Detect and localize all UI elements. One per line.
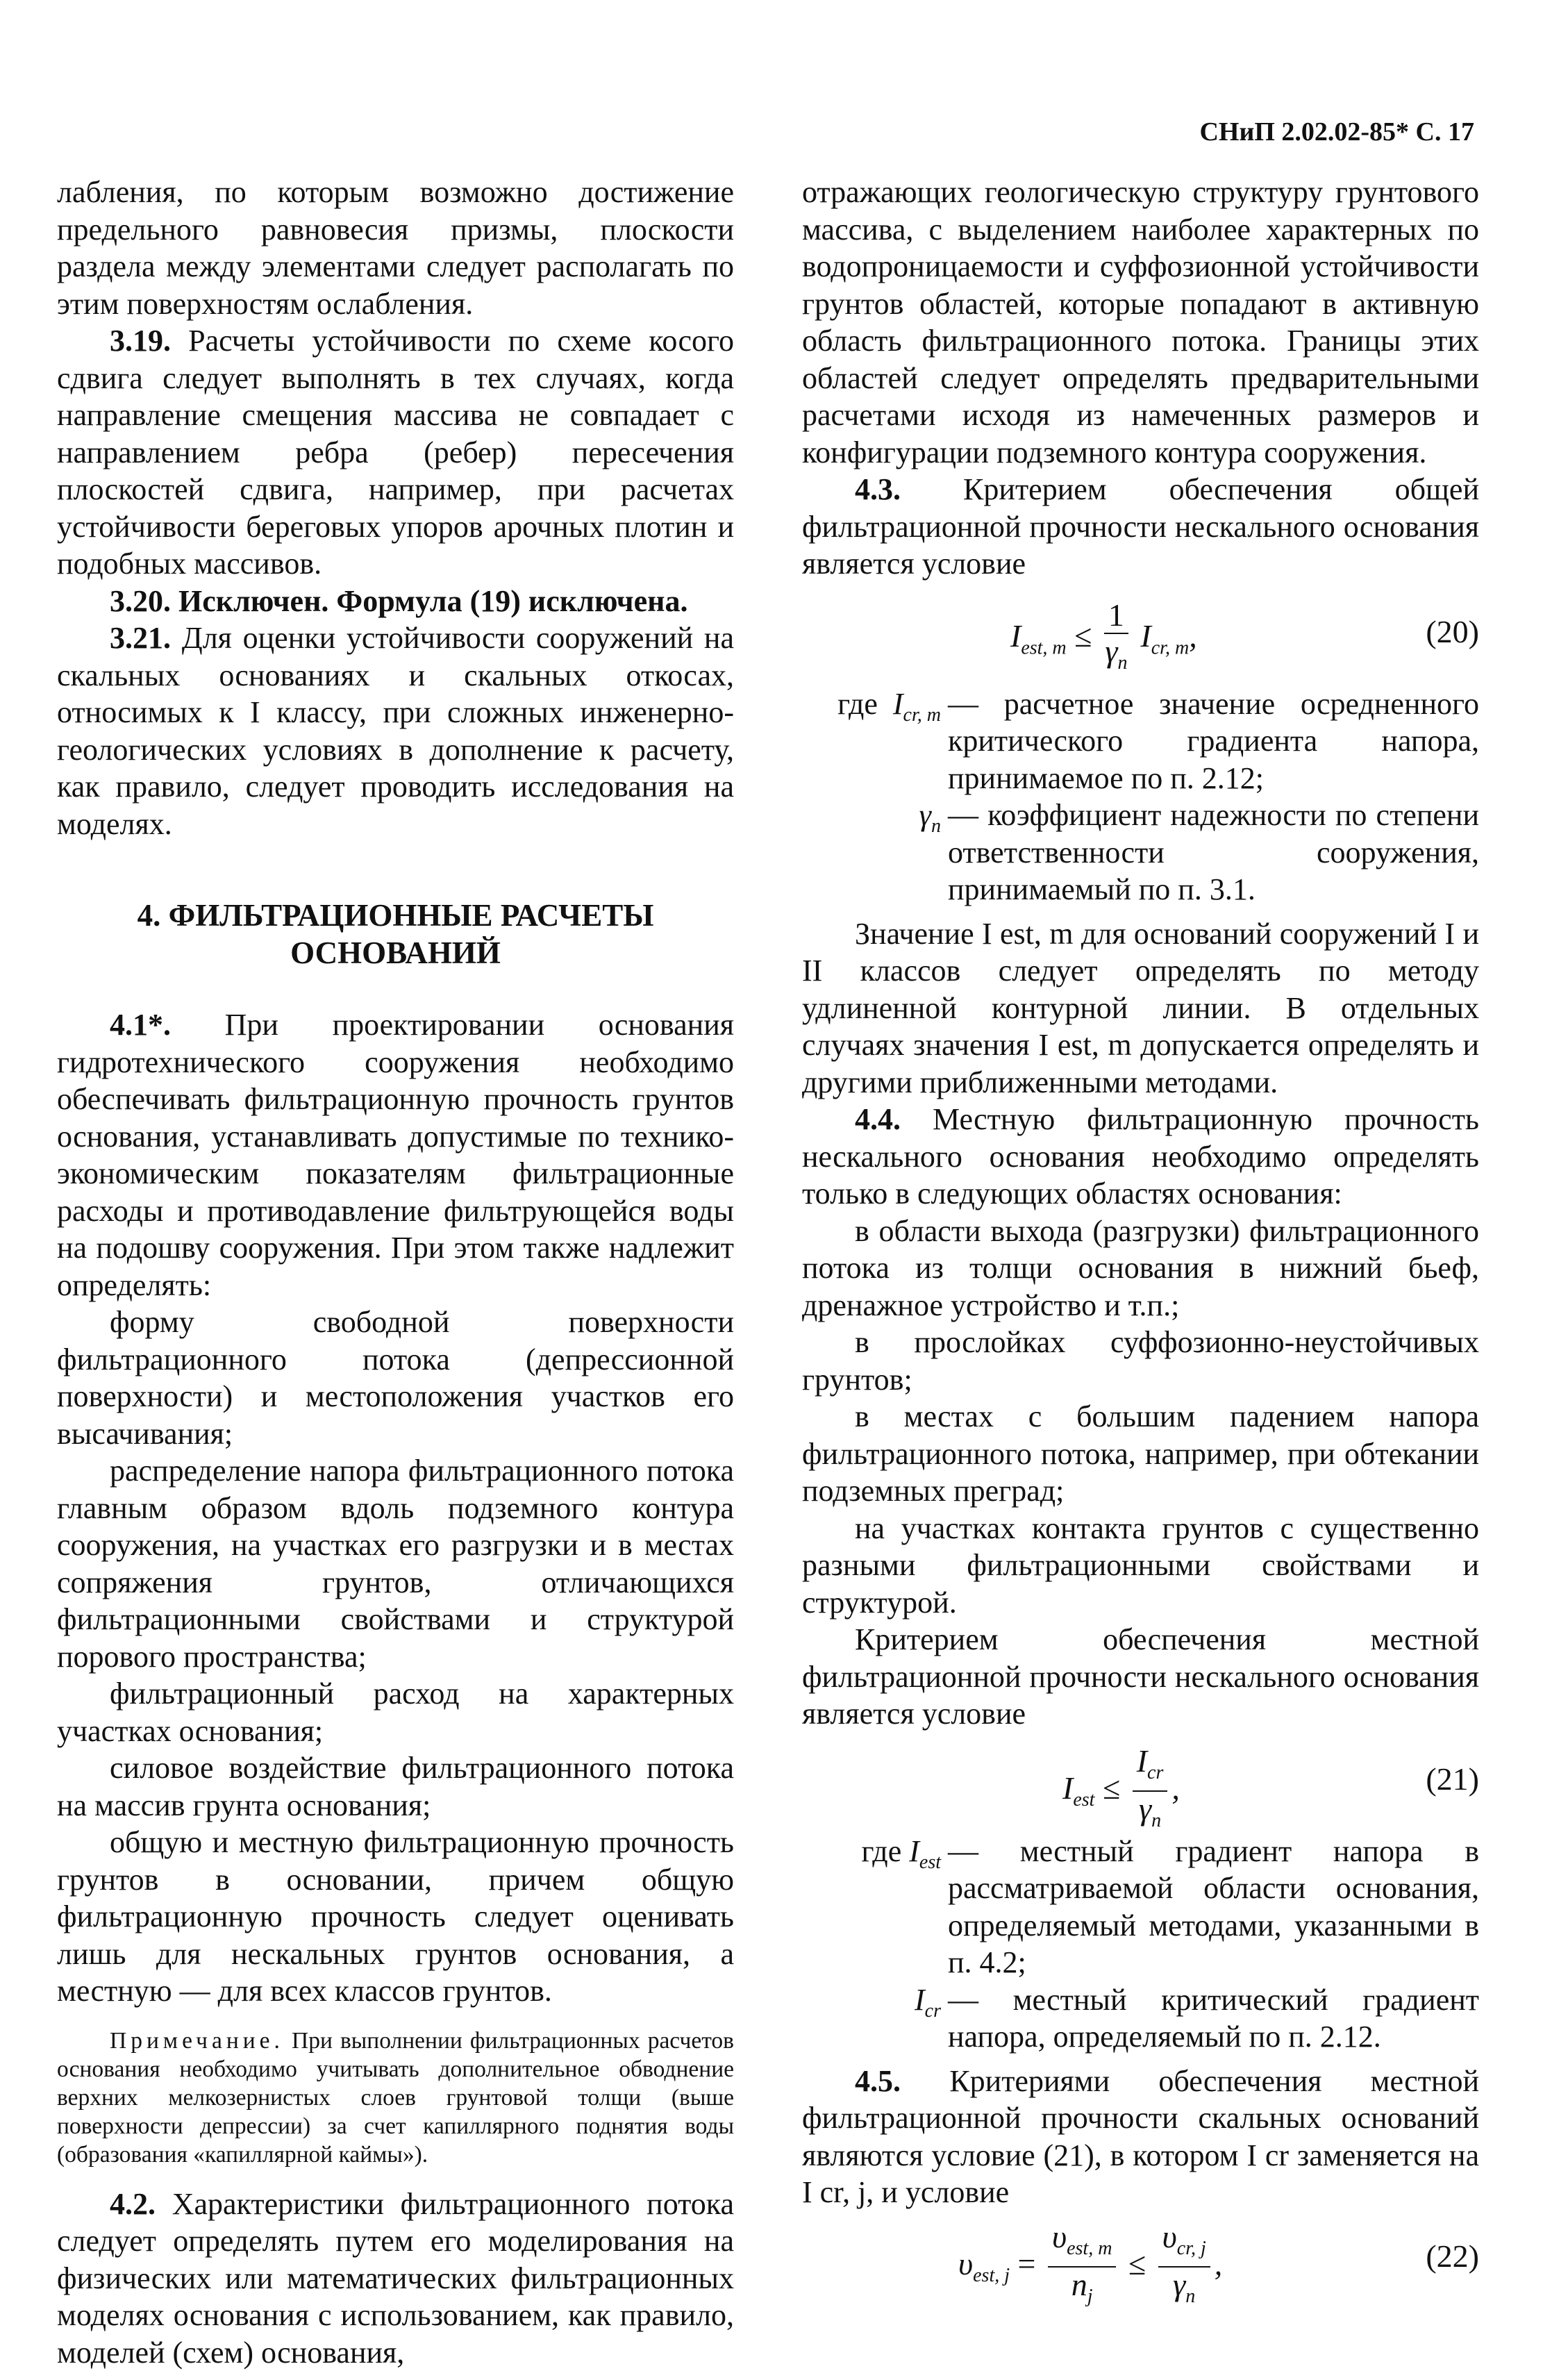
list-item: в области выхода (разгрузки) фильтрационного потока из толщи основания в нижний бьеф, дренажное устройство и т.п.; xyxy=(802,1213,1479,1324)
note-label: Примечание. xyxy=(110,2028,284,2054)
subscript: est xyxy=(919,1851,941,1872)
numerator: υ xyxy=(1162,2219,1177,2254)
formula-expression xyxy=(1062,1744,1180,1838)
subscript: n xyxy=(1117,652,1127,674)
symbol: υ xyxy=(958,2245,973,2281)
punct: , xyxy=(1215,2245,1223,2281)
numerator: 1 xyxy=(1104,598,1128,634)
paragraph-4-4 xyxy=(802,1101,1479,1213)
denominator: n xyxy=(1071,2267,1087,2302)
paragraph: Критерием обеспечения местной фильтрационной прочности нескального основания является условие xyxy=(802,1621,1479,1733)
note-text: При выполнении фильтрационных расчетов основания необходимо учитывать дополнительное обводнение верхних мелкозернистых слоев грунтовой толщи (выше поверхности депрессии) за счет капиллярного поднятия воды (образования «капиллярной каймы»). xyxy=(57,2028,734,2168)
relation: = xyxy=(1018,2245,1036,2281)
where-symbol xyxy=(802,797,941,908)
clause-number: 4.4. xyxy=(855,1102,901,1136)
clause-number: 3.21. xyxy=(110,621,171,655)
clause-text: Для оценки устойчивости сооружений на скальных основаниях и скальных откосах, относимых к I классу, при сложных инженерно-геологических условиях в дополнение к расчету, как правило, следует проводить исследования на моделях. xyxy=(57,621,734,841)
where-definition: — расчетное значение осредненного критического градиента напора, принимаемое по п. 2.12; xyxy=(948,685,1479,797)
list-item: форму свободной поверхности фильтрационного потока (депрессионной поверхности) и местоположения участков его высачивания; xyxy=(57,1304,734,1452)
list-item: распределение напора фильтрационного потока главным образом вдоль подземного контура сооружения, на участках его разгрузки и в местах сопряжения грунтов, отличающихся фильтрационными свойствами и структурой порового пространства; xyxy=(57,1452,734,1675)
right-column xyxy=(802,174,1479,2307)
relation: ≤ xyxy=(1074,618,1092,654)
fraction xyxy=(1104,598,1128,681)
paragraph-4-1 xyxy=(57,1006,734,1304)
subscript: est, m xyxy=(1067,2238,1112,2259)
subscript: n xyxy=(931,815,941,837)
where-block xyxy=(802,685,1479,908)
denominator: γ xyxy=(1105,633,1117,669)
where-block xyxy=(802,1833,1479,2056)
denominator: γ xyxy=(1139,1791,1151,1827)
numerator: I xyxy=(1137,1743,1147,1779)
formula-22 xyxy=(802,2217,1479,2307)
formula-21 xyxy=(802,1740,1479,1829)
clause-text: При проектировании основания гидротехнического сооружения необходимо обеспечивать фильтрационную прочность грунтов основания, устанавливать допустимые по технико-экономическим показателям фильтрационные расходы и противодавление фильтрующейся воды на подошву сооружения. При этом также надлежит определять: xyxy=(57,1008,734,1302)
denominator: γ xyxy=(1173,2267,1185,2302)
where-definition: — коэффициент надежности по степени ответственности сооружения, принимаемый по п. 3.1. xyxy=(948,797,1479,908)
formula-20 xyxy=(802,592,1479,681)
symbol: I xyxy=(1062,1770,1073,1805)
paragraph-3-20: 3.20. Исключен. Формула (19) исключена. xyxy=(57,583,734,620)
where-word: где xyxy=(861,1834,901,1868)
clause-number: 4.2. xyxy=(110,2187,156,2221)
subscript: est, m xyxy=(1021,637,1066,658)
subscript: n xyxy=(1185,2286,1195,2307)
section-title-line-1: 4. ФИЛЬТРАЦИОННЫЕ РАСЧЕТЫ xyxy=(57,897,734,934)
subscript: cr xyxy=(925,1999,941,2021)
formula-expression xyxy=(958,2220,1222,2314)
numerator: υ xyxy=(1052,2219,1067,2254)
paragraph-continuation: отражающих геологическую структуру грунтового массива, с выделением наиболее характерных по водопроницаемости и суффозионной устойчивости грунтов областей, которые попадают в активную область фильтрационного потока. Границы этих областей следует определять предварительными расчетами исходя из намеченных размеров и конфигурации подземного контура сооружения. xyxy=(802,174,1479,471)
where-definition: — местный критический градиент напора, определяемый по п. 2.12. xyxy=(948,1981,1479,2056)
paragraph-4-5 xyxy=(802,2063,1479,2211)
relation: ≤ xyxy=(1103,1770,1120,1805)
clause-text: Критерием обеспечения общей фильтрационной прочности нескального основания является условие xyxy=(802,472,1479,581)
relation: ≤ xyxy=(1128,2245,1146,2281)
paragraph: Значение I est, m для оснований сооружений I и II классов следует определять по методу удлиненной контурной линии. В отдельных случаях значения I est, m допускается определять и другими приближенными методами. xyxy=(802,915,1479,1101)
clause-number: 4.3. xyxy=(855,472,901,506)
clause-text: Критериями обеспечения местной фильтрационной прочности скальных оснований являются условие (21), в котором I cr заменяется на I cr, j, и условие xyxy=(802,2064,1479,2210)
list-item: силовое воздействие фильтрационного потока на массив грунта основания; xyxy=(57,1749,734,1824)
formula-expression xyxy=(1010,598,1197,681)
punct: , xyxy=(1189,618,1197,654)
list-item: на участках контакта грунтов с существенно разными фильтрационными свойствами и структурой. xyxy=(802,1510,1479,1622)
clause-text: Расчеты устойчивости по схеме косого сдвига следует выполнять в тех случаях, когда направление смещения массива не совпадает с направлением ребра (ребер) пересечения плоскостей сдвига, например, при расчетах устойчивости береговых упоров арочных плотин и подобных массивов. xyxy=(57,324,734,581)
where-symbol xyxy=(802,1833,941,1981)
note xyxy=(57,2027,734,2169)
subscript: est xyxy=(1073,1788,1094,1810)
symbol: γ xyxy=(919,798,931,832)
left-column xyxy=(57,174,734,2371)
symbol: I xyxy=(909,1834,919,1868)
subscript: cr, j xyxy=(1177,2238,1206,2259)
clause-text: Местную фильтрационную прочность нескального основания необходимо определять только в следующих областях основания: xyxy=(802,1102,1479,1211)
fraction xyxy=(1133,1744,1168,1838)
subscript: n xyxy=(1151,1810,1161,1831)
subscript: j xyxy=(1087,2286,1093,2307)
where-word: где xyxy=(837,687,878,721)
paragraph-3-19 xyxy=(57,322,734,583)
paragraph-3-21 xyxy=(57,619,734,842)
where-symbol xyxy=(802,685,941,797)
paragraph-continuation: лабления, по которым возможно достижение предельного равновесия призмы, плоскости раздела между элементами следует располагать по этим поверхностям ослабления. xyxy=(57,174,734,322)
symbol: I xyxy=(1140,618,1151,654)
list-item: в местах с большим падением напора фильтрационного потока, например, при обтекании подземных преград; xyxy=(802,1398,1479,1510)
paragraph-4-2 xyxy=(57,2186,734,2371)
paragraph-4-3 xyxy=(802,471,1479,583)
where-definition: — местный градиент напора в рассматриваемой области основания, определяемый методами, указанными в п. 4.2; xyxy=(948,1833,1479,1981)
section-title-line-2: ОСНОВАНИЙ xyxy=(57,934,734,972)
list-item: фильтрационный расход на характерных участках основания; xyxy=(57,1675,734,1749)
formula-number: (21) xyxy=(1426,1761,1479,1797)
symbol: I xyxy=(893,687,903,721)
punct: , xyxy=(1171,1770,1180,1805)
clause-text: Характеристики фильтрационного потока следует определять путем его моделирования на физических или математических фильтрационных моделях основания с использованием, как правило, моделей (схем) основания, xyxy=(57,2187,734,2370)
symbol: I xyxy=(915,1983,925,2017)
clause-number: 4.1*. xyxy=(110,1008,171,1042)
where-symbol xyxy=(802,1981,941,2056)
list-item: общую и местную фильтрационную прочность грунтов в основании, причем общую фильтрационную прочность следует оценивать лишь для нескальных грунтов основания, а местную — для всех классов грунтов. xyxy=(57,1824,734,2010)
clause-number: 4.5. xyxy=(855,2064,901,2098)
subscript: est, j xyxy=(973,2264,1010,2286)
formula-number: (22) xyxy=(1426,2238,1479,2274)
running-head: СНиП 2.02.02-85* С. 17 xyxy=(1199,117,1474,147)
clause-number: 3.19. xyxy=(110,324,171,358)
symbol: I xyxy=(1010,618,1021,654)
subscript: cr xyxy=(1147,1762,1163,1783)
fraction xyxy=(1048,2220,1116,2314)
section-title xyxy=(57,897,734,972)
formula-number: (20) xyxy=(1426,613,1479,650)
list-item: в прослойках суффозионно-неустойчивых грунтов; xyxy=(802,1324,1479,1398)
subscript: cr, m xyxy=(1151,637,1189,658)
fraction xyxy=(1158,2220,1210,2314)
subscript: cr, m xyxy=(903,704,941,725)
